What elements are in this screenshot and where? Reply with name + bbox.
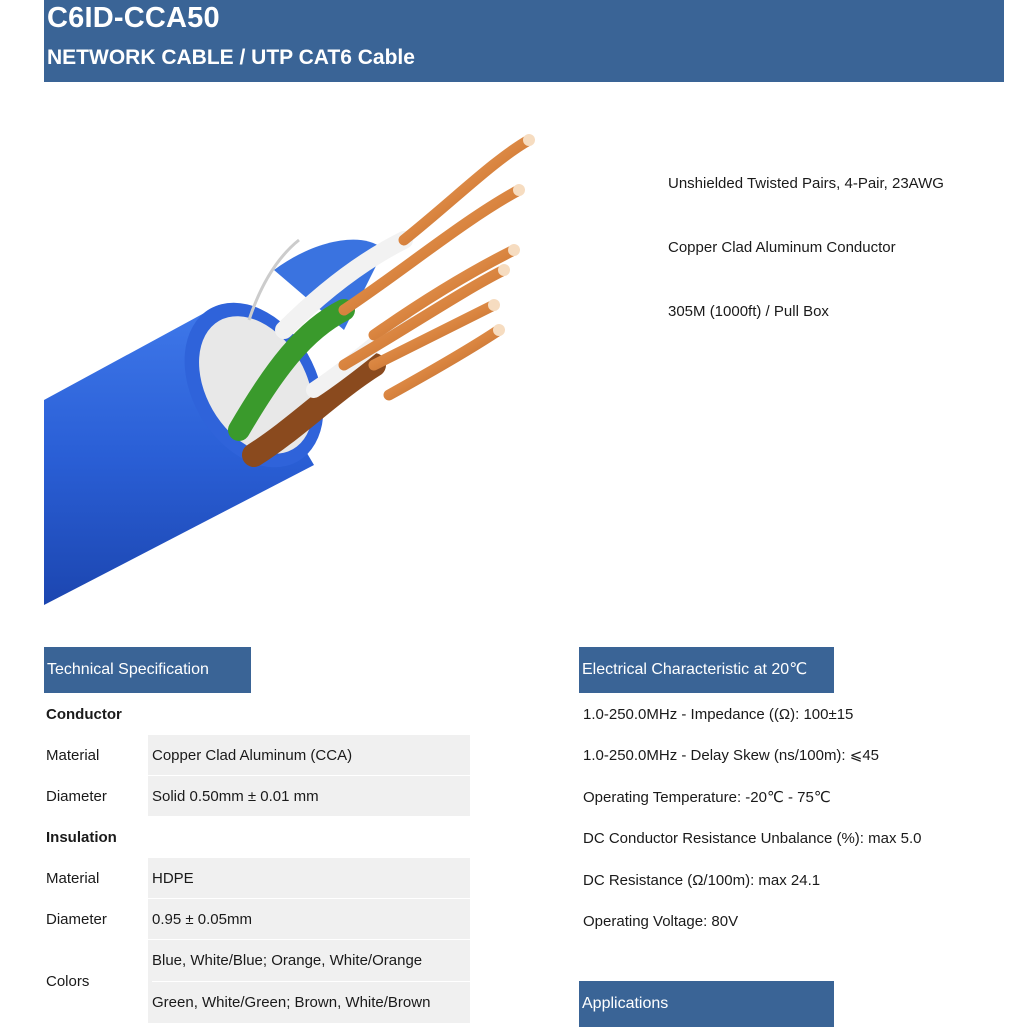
feature-list <box>668 174 944 366</box>
spec-value: Copper Clad Aluminum (CCA) <box>148 735 470 776</box>
table-row <box>44 776 470 817</box>
insulation-group-label: Insulation <box>46 829 117 846</box>
list-item: 1.0-250.0MHz - Delay Skew (ns/100m): ⩽45 <box>583 747 880 765</box>
table-row <box>44 899 470 940</box>
product-model: C6ID-CCA50 <box>47 2 220 34</box>
technical-spec-table <box>44 694 470 1024</box>
cable-product-image <box>44 130 564 610</box>
feature-conductor: Copper Clad Aluminum Conductor <box>668 239 896 256</box>
colors-line-2: Green, White/Green; Brown, White/Brown <box>152 981 470 1023</box>
product-subtitle: NETWORK CABLE / UTP CAT6 Cable <box>47 46 415 69</box>
spec-key: Colors <box>46 973 90 990</box>
feature-pairs: Unshielded Twisted Pairs, 4-Pair, 23AWG <box>668 175 944 192</box>
conductor-group-label: Conductor <box>46 706 122 723</box>
spec-key: Diameter <box>46 788 107 805</box>
header-banner <box>44 0 1004 82</box>
list-item: Operating Temperature: -20℃ - 75℃ <box>583 788 831 806</box>
table-row <box>44 940 470 1024</box>
spec-value: HDPE <box>148 858 470 899</box>
list-item: DC Resistance (Ω/100m): max 24.1 <box>583 871 821 889</box>
spec-key: Material <box>46 747 100 764</box>
list-item: 1.0-250.0MHz - Impedance ((Ω): 100±15 <box>583 706 854 723</box>
colors-line-1: Blue, White/Blue; Orange, White/Orange <box>152 952 423 969</box>
table-row <box>44 735 470 776</box>
spec-key: Material <box>46 870 100 887</box>
spec-value: 0.95 ± 0.05mm <box>148 899 470 940</box>
applications-heading: Applications <box>579 981 834 1027</box>
feature-length: 305M (1000ft) / Pull Box <box>668 303 829 320</box>
spec-value: Solid 0.50mm ± 0.01 mm <box>148 776 470 817</box>
technical-spec-heading: Technical Specification <box>44 647 251 693</box>
list-item: DC Conductor Resistance Unbalance (%): max 5.0 <box>583 830 922 848</box>
electrical-heading: Electrical Characteristic at 20℃ <box>579 647 834 693</box>
electrical-list <box>583 694 921 942</box>
list-item: Operating Voltage: 80V <box>583 912 739 930</box>
spec-key: Diameter <box>46 911 107 928</box>
table-row <box>44 858 470 899</box>
spec-value <box>148 940 470 1024</box>
